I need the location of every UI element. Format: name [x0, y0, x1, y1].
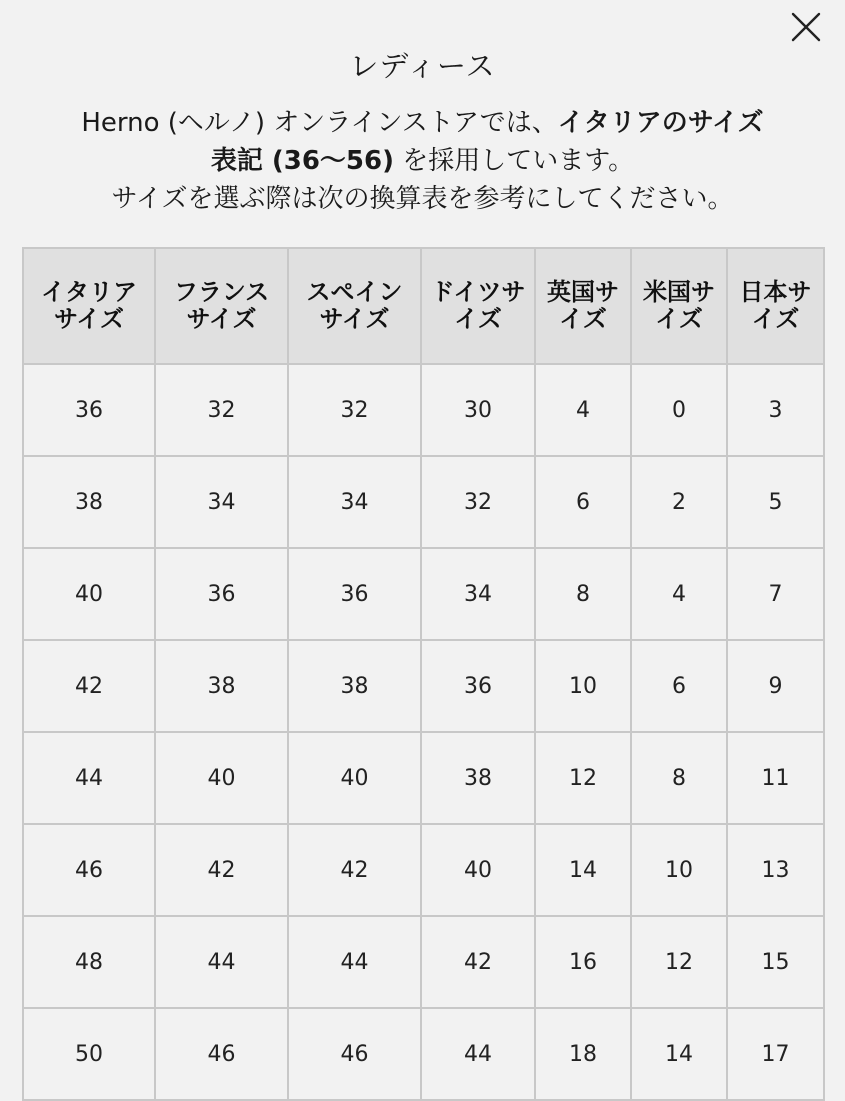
table-row — [23, 456, 824, 548]
table-cell: 2 — [631, 456, 727, 548]
table-cell: 34 — [288, 456, 421, 548]
table-cell: 46 — [288, 1008, 421, 1100]
table-cell: 8 — [631, 732, 727, 824]
table-cell: 34 — [155, 456, 288, 548]
table-cell: 40 — [288, 732, 421, 824]
header-japan-size: 日本サ イズ — [727, 248, 824, 364]
table-cell: 32 — [155, 364, 288, 456]
table-cell: 15 — [727, 916, 824, 1008]
table-cell: 16 — [535, 916, 631, 1008]
table-cell: 38 — [288, 640, 421, 732]
table-body — [23, 364, 824, 1100]
table-cell: 5 — [727, 456, 824, 548]
intro-line-1-bold: イタリアのサイズ — [557, 108, 764, 138]
table-cell: 17 — [727, 1008, 824, 1100]
header-germany-size: ドイツサ イズ — [421, 248, 535, 364]
intro-line-2-normal: を採用しています。 — [394, 146, 635, 176]
table-cell: 36 — [288, 548, 421, 640]
header-spain-size: スペイン サイズ — [288, 248, 421, 364]
table-cell: 50 — [23, 1008, 155, 1100]
table-row — [23, 916, 824, 1008]
table-cell: 10 — [631, 824, 727, 916]
dialog-title: レディース — [349, 49, 496, 83]
close-icon — [789, 10, 823, 44]
table-cell: 4 — [535, 364, 631, 456]
header-italy-size: イタリア サイズ — [23, 248, 155, 364]
table-cell: 6 — [535, 456, 631, 548]
header-uk-size: 英国サ イズ — [535, 248, 631, 364]
table-cell: 44 — [23, 732, 155, 824]
table-cell: 42 — [421, 916, 535, 1008]
table-cell: 42 — [155, 824, 288, 916]
table-row — [23, 1008, 824, 1100]
table-cell: 30 — [421, 364, 535, 456]
table-cell: 7 — [727, 548, 824, 640]
table-cell: 4 — [631, 548, 727, 640]
table-cell: 36 — [23, 364, 155, 456]
table-cell: 32 — [421, 456, 535, 548]
table-row — [23, 364, 824, 456]
table-cell: 9 — [727, 640, 824, 732]
intro-line-1 — [20, 104, 825, 142]
table-cell: 0 — [631, 364, 727, 456]
table-cell: 6 — [631, 640, 727, 732]
header-us-size: 米国サ イズ — [631, 248, 727, 364]
table-cell: 44 — [155, 916, 288, 1008]
table-header-row — [23, 248, 824, 364]
table-cell: 32 — [288, 364, 421, 456]
header-france-size: フランス サイズ — [155, 248, 288, 364]
table-cell: 36 — [155, 548, 288, 640]
table-cell: 48 — [23, 916, 155, 1008]
table-cell: 13 — [727, 824, 824, 916]
table-cell: 12 — [631, 916, 727, 1008]
table-cell: 46 — [155, 1008, 288, 1100]
table-cell: 44 — [288, 916, 421, 1008]
table-cell: 8 — [535, 548, 631, 640]
table-cell: 10 — [535, 640, 631, 732]
table-cell: 40 — [421, 824, 535, 916]
table-cell: 14 — [535, 824, 631, 916]
table-row — [23, 548, 824, 640]
table-cell: 36 — [421, 640, 535, 732]
table-cell: 42 — [23, 640, 155, 732]
intro-line-1-normal: Herno (ヘルノ) オンラインストアでは、 — [81, 108, 558, 138]
table-row — [23, 640, 824, 732]
size-conversion-table — [22, 247, 825, 1101]
table-cell: 18 — [535, 1008, 631, 1100]
intro-line-2-bold: 表記 (36〜56) — [210, 146, 394, 176]
table-cell: 44 — [421, 1008, 535, 1100]
table-cell: 38 — [155, 640, 288, 732]
table-cell: 46 — [23, 824, 155, 916]
close-button[interactable] — [789, 10, 823, 44]
intro-line-2 — [20, 142, 825, 180]
table-cell: 3 — [727, 364, 824, 456]
table-cell: 34 — [421, 548, 535, 640]
table-cell: 38 — [421, 732, 535, 824]
size-table-container — [22, 247, 823, 1101]
intro-text — [20, 104, 825, 218]
table-cell: 38 — [23, 456, 155, 548]
table-row — [23, 824, 824, 916]
table-cell: 11 — [727, 732, 824, 824]
table-cell: 14 — [631, 1008, 727, 1100]
table-row — [23, 732, 824, 824]
table-cell: 40 — [155, 732, 288, 824]
table-cell: 40 — [23, 548, 155, 640]
intro-line-3: サイズを選ぶ際は次の換算表を参考にしてください。 — [111, 184, 734, 214]
table-cell: 12 — [535, 732, 631, 824]
table-cell: 42 — [288, 824, 421, 916]
